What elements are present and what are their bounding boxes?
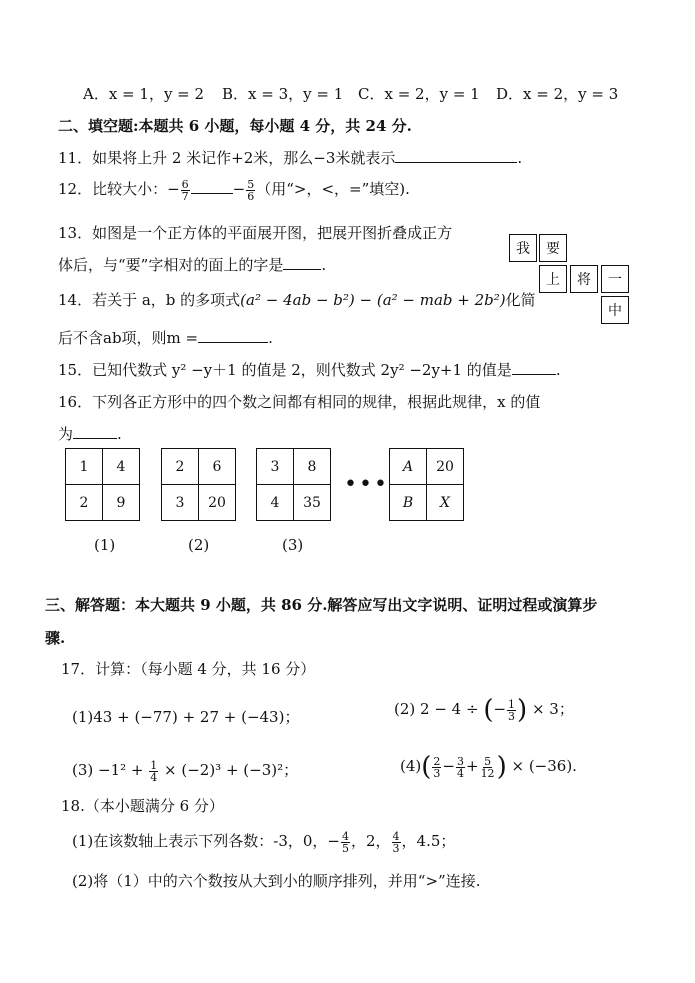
number-grid-4 <box>389 448 464 521</box>
grid-label: (2) <box>188 536 210 554</box>
q18-part-1: (1)在该数轴上表示下列各数：-3，0，− $\frac{4}{5}$ ，2， $\frac{4}{3}$ ，4.5； <box>72 829 456 855</box>
grid-cell: 20 <box>427 449 464 485</box>
q17-part-3: (3) −1² + $\frac{1}{4}$ × (−2)³ + (−3)²； <box>72 758 299 784</box>
grid-cell: 8 <box>294 449 331 485</box>
option-c: C．x = 2，y = 1 <box>358 85 480 103</box>
section-heading: 三、解答题：本大题共 9 小题，共 86 分.解答应写出文字说明、证明过程或演算步 <box>45 596 598 614</box>
answer-blank <box>198 328 268 343</box>
question-13-line1: 13．如图是一个正方体的平面展开图，把展开图折叠成正方 <box>58 224 453 242</box>
fraction: $\frac{5}{6}$ <box>247 177 255 203</box>
fraction: $\frac{2}{3}$ <box>433 754 441 780</box>
option-a: A．x = 1，y = 2 <box>83 85 205 103</box>
question-18-title: 18.（本小题满分 6 分） <box>61 797 224 815</box>
fraction: $\frac{1}{3}$ <box>508 697 516 723</box>
option-d: D．x = 2，y = 3 <box>496 85 619 103</box>
fraction: $\frac{3}{4}$ <box>456 754 464 780</box>
option-b: B．x = 3，y = 1 <box>222 85 344 103</box>
grid-cell: 35 <box>294 485 331 521</box>
net-face: 将 <box>570 265 598 293</box>
number-grid-1 <box>65 448 140 521</box>
section-heading-cont: 骤. <box>45 629 66 647</box>
fraction: $\frac{1}{4}$ <box>150 758 158 784</box>
net-face: 要 <box>539 234 567 262</box>
question-text: （用“>，<，=”填空). <box>256 180 410 198</box>
fraction: $\frac{4}{5}$ <box>341 829 349 855</box>
net-face: 中 <box>601 296 629 324</box>
q17-part-2: (2) 2 − 4 ÷ (− $\frac{1}{3}$ ) × 3； <box>394 695 574 725</box>
period: . <box>517 149 523 167</box>
net-face: 我 <box>509 234 537 262</box>
question-text: 11．如果将上升 2 米记作+2米，那么−3米就表示 <box>58 149 396 167</box>
number-grid-3 <box>256 448 331 521</box>
net-face: 上 <box>539 265 567 293</box>
answer-blank <box>73 424 117 439</box>
question-14-line2: 后不含ab项，则m = . <box>58 329 273 347</box>
polynomial-expression: (a² − 4ab − b²) − (a² − mab + 2b²) <box>240 291 506 309</box>
q17-part-4: (4)( $\frac{2}{3}$ − $\frac{3}{4}$ + $\frac{5}{12}$ ) × (−36). <box>400 752 577 782</box>
question-16-line1: 16．下列各正方形中的四个数之间都有相同的规律，根据此规律，x 的值 <box>58 393 541 411</box>
answer-blank <box>512 360 556 375</box>
net-face: 一 <box>601 265 629 293</box>
question-17-title: 17．计算：（每小题 4 分，共 16 分） <box>61 660 316 678</box>
q18-part-2: (2)将（1）中的六个数按从大到小的顺序排列，并用“>”连接. <box>72 872 481 890</box>
question-16-line2: 为 . <box>58 425 122 443</box>
grid-cell: 6 <box>199 449 236 485</box>
grid-cell: B <box>390 485 427 521</box>
grid-cell: 20 <box>199 485 236 521</box>
answer-blank <box>395 148 517 163</box>
fraction: $\frac{4}{3}$ <box>392 829 400 855</box>
grid-cell: 3 <box>162 485 199 521</box>
q17-part-1: (1)43 + (−77) + 27 + (−43)； <box>72 708 300 726</box>
question-11 <box>58 147 522 168</box>
grid-cell: 2 <box>162 449 199 485</box>
fraction: $\frac{5}{12}$ <box>480 754 495 780</box>
question-15: 15．已知代数式 y² −y＋1 的值是 2，则代数式 2y² −2y+1 的值是 . <box>58 361 561 379</box>
grid-cell: 4 <box>257 485 294 521</box>
grid-cell: 1 <box>66 449 103 485</box>
ellipsis-dots: ••• <box>344 472 389 497</box>
grid-label: (3) <box>282 536 304 554</box>
grid-cell: 2 <box>66 485 103 521</box>
question-text: 12．比较大小：− <box>58 180 180 198</box>
grid-label: (1) <box>94 536 116 554</box>
fraction: $\frac{6}{7}$ <box>181 177 189 203</box>
question-12 <box>58 178 410 202</box>
grid-cell: X <box>427 485 464 521</box>
number-grid-2 <box>161 448 236 521</box>
answer-blank <box>191 179 233 194</box>
minus-sign: − <box>232 180 246 198</box>
question-13-line2: 体后，与“要”字相对的面上的字是 . <box>58 256 327 274</box>
grid-cell: 9 <box>103 485 140 521</box>
grid-cell: 3 <box>257 449 294 485</box>
question-14-line1: 14．若关于 a，b 的多项式(a² − 4ab − b²) − (a² − mab + 2b²)化简 <box>58 291 536 309</box>
answer-blank <box>283 255 321 270</box>
section-heading: 二、填空题:本题共 6 小题，每小题 4 分，共 24 分. <box>58 117 412 135</box>
grid-cell: A <box>390 449 427 485</box>
grid-cell: 4 <box>103 449 140 485</box>
